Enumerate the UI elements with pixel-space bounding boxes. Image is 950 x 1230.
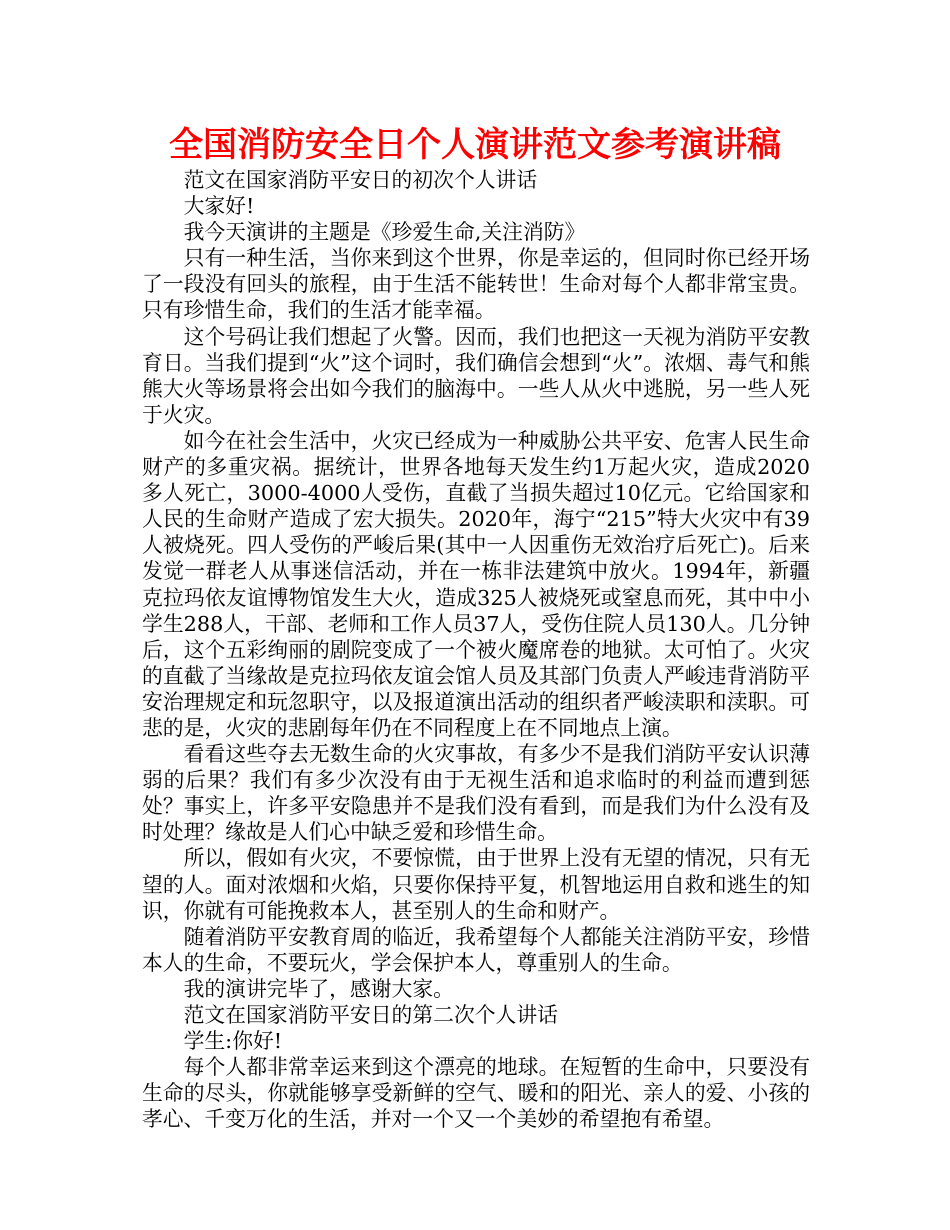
document-body (142, 167, 810, 1132)
paragraph-topic: 我今天演讲的主题是《珍爱生命,关注消防》 (183, 220, 586, 245)
paragraph-reflection: 看看这些夺去无数生命的火灾事故，有多少不是我们消防平安认识薄弱的后果？我们有多少次没有由于无视生活和追求临时的利益而遭到惩处？事实上，许多平安隐患并不是我们没有看到，而是我们为什么没有及时处理？缘故是人们心中缺乏爱和珍惜生命。 (142, 742, 810, 845)
paragraph-greeting-students: 学生:你好! (183, 1029, 283, 1054)
paragraph-speech2-heading: 范文在国家消防平安日的第二次个人讲话 (183, 1003, 558, 1027)
document-title: 全国消防安全日个人演讲范文参考演讲稿 (169, 125, 781, 165)
paragraph-fire-alarm: 这个号码让我们想起了火警。因而，我们也把这一天视为消防平安教育日。当我们提到“火”这个词时，我们确信会想到“火”。浓烟、毒气和熊熊大火等场景将会出如今我们的脑海中。一些人从火中逃脱，另一些人死于火灾。 (142, 324, 810, 427)
paragraph-closing: 我的演讲完毕了，感谢大家。 (183, 976, 454, 1001)
paragraph-life: 只有一种生活，当你来到这个世界，你是幸运的，但同时你已经开场了一段没有回头的旅程，由于生活不能转世！生命对每个人都非常宝贵。只有珍惜生命，我们的生活才能幸福。 (142, 246, 810, 323)
paragraph-hope: 随着消防平安教育周的临近，我希望每个人都能关注消防平安，珍惜本人的生命，不要玩火，学会保护本人，尊重别人的生命。 (142, 924, 810, 975)
paragraph-greeting: 大家好! (183, 194, 255, 219)
paragraph-statistics: 如今在社会生活中，火灾已经成为一种威胁公共平安、危害人民生命财产的多重灾祸。据统计，世界各地每天发生约1万起火灾，造成2020多人死亡，3000-4000人受伤，直截了当损失超过10亿元。它给国家和人民的生命财产造成了宏大损失。2020年，海宁“215”特大火灾中有39人被烧死。四人受伤的严峻后果(其中一人因重伤无效治疗后死亡)。后来发觉一群老人从事迷信活动，并在一栋非法建筑中放火。1994年，新疆克拉玛依友谊博物馆发生大火，造成325人被烧死或窒息而死，其中中小学生288人，干部、老师和工作人员37人，受伤住院人员130人。几分钟后，这个五彩绚丽的剧院变成了一个被火魔席卷的地狱。太可怕了。火灾的直截了当缘故是克拉玛依友谊会馆人员及其部门负责人严峻违背消防平安治理规定和玩忽职守，以及报道演出活动的组织者严峻渎职和渎职。可悲的是，火灾的悲剧每年仍在不同程度上在不同地点上演。 (142, 428, 810, 740)
paragraph-earth: 每个人都非常幸运来到这个漂亮的地球。在短暂的生命中，只要没有生命的尽头，你就能够享受新鲜的空气、暖和的阳光、亲人的爱、小孩的孝心、千变万化的生活，并对一个又一个美妙的希望抱有希望。 (142, 1055, 810, 1132)
paragraph-speech1-heading: 范文在国家消防平安日的初次个人讲话 (183, 168, 538, 192)
paragraph-advice: 所以，假如有火灾，不要惊慌，由于世界上没有无望的情况，只有无望的人。面对浓烟和火焰，只要你保持平复，机智地运用自救和逃生的知识，你就有可能挽救本人，甚至别人的生命和财产。 (142, 846, 810, 923)
